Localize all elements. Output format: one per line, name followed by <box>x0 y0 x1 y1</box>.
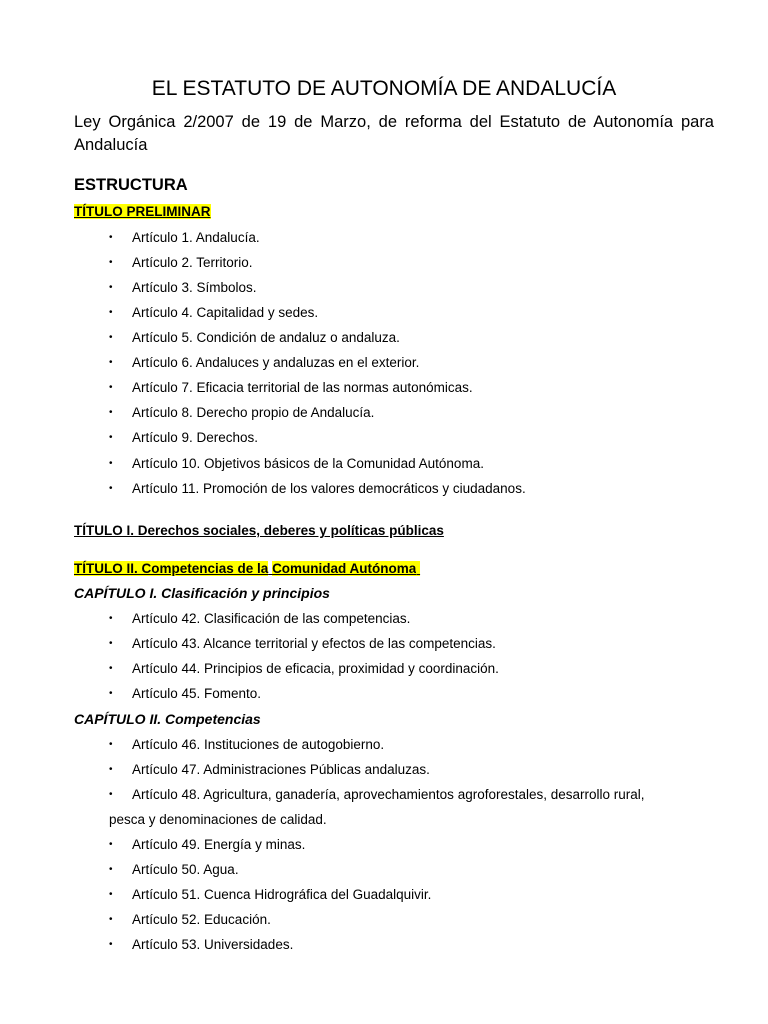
bullet-icon: • <box>109 914 113 925</box>
document-subtitle: Ley Orgánica 2/2007 de 19 de Marzo, de reforma del Estatuto de Autonomía para Andalucía <box>74 113 714 154</box>
list-item: • Artículo 48. Agricultura, ganadería, aprovechamientos agroforestales, desarrollo rural, <box>109 787 645 802</box>
list-item: • Artículo 44. Principios de eficacia, proximidad y coordinación. <box>109 661 499 676</box>
bullet-icon: • <box>109 357 113 368</box>
list-item: • Artículo 10. Objetivos básicos de la Comunidad Autónoma. <box>109 456 484 471</box>
list-item: • Artículo 47. Administraciones Públicas andaluzas. <box>109 762 430 777</box>
structure-heading: ESTRUCTURA <box>74 176 188 194</box>
titulo-preliminar-label: TÍTULO PRELIMINAR <box>74 204 211 219</box>
list-item: • Artículo 7. Eficacia territorial de las normas autonómicas. <box>109 380 473 395</box>
bullet-icon: • <box>109 739 113 750</box>
titulo-2-heading <box>74 560 420 578</box>
list-item: • Artículo 53. Universidades. <box>109 937 294 952</box>
bullet-icon: • <box>109 864 113 875</box>
list-item: • Artículo 46. Instituciones de autogobierno. <box>109 737 385 752</box>
list-item: • Artículo 45. Fomento. <box>109 686 262 701</box>
bullet-icon: • <box>109 432 113 443</box>
list-item: • Artículo 6. Andaluces y andaluzas en el exterior. <box>109 355 420 370</box>
list-item: • Artículo 5. Condición de andaluz o andaluza. <box>109 330 400 345</box>
bullet-icon: • <box>109 307 113 318</box>
list-item: • Artículo 2. Territorio. <box>109 255 253 270</box>
bullet-icon: • <box>109 764 113 775</box>
bullet-icon: • <box>109 483 113 494</box>
list-item: • Artículo 4. Capitalidad y sedes. <box>109 305 319 320</box>
bullet-icon: • <box>109 889 113 900</box>
list-item: • Artículo 11. Promoción de los valores democráticos y ciudadanos. <box>109 481 526 496</box>
bullet-icon: • <box>109 382 113 393</box>
capitulo-2-heading: CAPÍTULO II. Competencias <box>74 711 261 727</box>
titulo-preliminar-heading <box>74 203 211 221</box>
list-item: • Artículo 3. Símbolos. <box>109 280 257 295</box>
bullet-icon: • <box>109 257 113 268</box>
titulo-2-label-part2: Comunidad Autónoma <box>272 561 417 576</box>
list-item: • Artículo 9. Derechos. <box>109 430 259 445</box>
titulo-1-heading: TÍTULO I. Derechos sociales, deberes y políticas públicas <box>74 523 444 538</box>
list-item: • Artículo 52. Educación. <box>109 912 271 927</box>
capitulo-1-heading: CAPÍTULO I. Clasificación y principios <box>74 585 330 601</box>
list-item: • Artículo 43. Alcance territorial y efectos de las competencias. <box>109 636 496 651</box>
list-item: • Artículo 8. Derecho propio de Andalucía. <box>109 405 375 420</box>
list-item: • Artículo 51. Cuenca Hidrográfica del Guadalquivir. <box>109 887 432 902</box>
bullet-icon: • <box>109 638 113 649</box>
list-item: • Artículo 49. Energía y minas. <box>109 837 306 852</box>
document-title: EL ESTATUTO DE AUTONOMÍA DE ANDALUCÍA <box>151 77 617 100</box>
bullet-icon: • <box>109 839 113 850</box>
list-item: • Artículo 1. Andalucía. <box>109 230 260 245</box>
bullet-icon: • <box>109 282 113 293</box>
list-item: • Artículo 42. Clasificación de las competencias. <box>109 611 411 626</box>
bullet-icon: • <box>109 939 113 950</box>
titulo-2-label-part1: TÍTULO II. Competencias de la <box>74 561 269 576</box>
bullet-icon: • <box>109 688 113 699</box>
bullet-icon: • <box>109 663 113 674</box>
bullet-icon: • <box>109 332 113 343</box>
list-item: • Artículo 50. Agua. <box>109 862 239 877</box>
bullet-icon: • <box>109 613 113 624</box>
bullet-icon: • <box>109 458 113 469</box>
bullet-icon: • <box>109 407 113 418</box>
bullet-icon: • <box>109 232 113 243</box>
bullet-icon: • <box>109 789 113 800</box>
list-item-continuation: pesca y denominaciones de calidad. <box>109 812 327 827</box>
